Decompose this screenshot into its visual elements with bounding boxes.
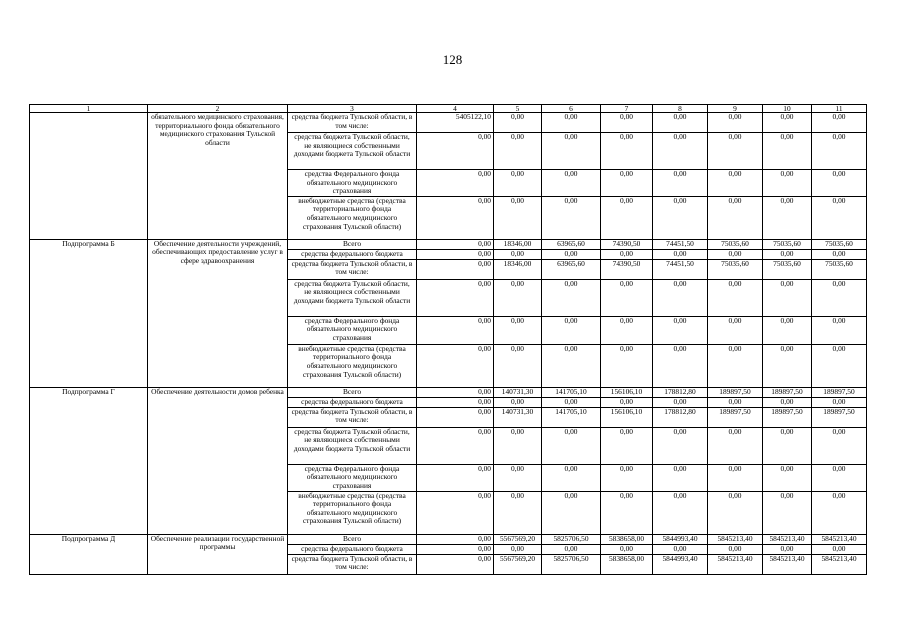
value-cell: 0,00: [763, 544, 812, 554]
value-cell: 0,00: [812, 279, 867, 316]
value-cell: 189897,50: [763, 407, 812, 427]
value-cell: 189897,50: [708, 407, 763, 427]
value-cell: 74390,50: [601, 239, 653, 249]
header-cell: 3: [288, 105, 417, 113]
value-cell: 0,00: [494, 316, 542, 344]
value-cell: 0,00: [542, 249, 601, 259]
value-cell: 156106,10: [601, 387, 653, 397]
value-cell: 0,00: [542, 279, 601, 316]
value-cell: 0,00: [542, 170, 601, 197]
value-cell: 0,00: [653, 397, 708, 407]
value-cell: 0,00: [417, 196, 494, 239]
value-cell: 0,00: [653, 170, 708, 197]
funding-source-label: средства бюджета Тульской области, в том числе:: [288, 407, 417, 427]
funding-source-label: средства бюджета Тульской области, не являющиеся собственными доходами бюджета Тульской области: [288, 279, 417, 316]
value-cell: 75035,60: [763, 239, 812, 249]
value-cell: 189897,50: [763, 387, 812, 397]
value-cell: 0,00: [417, 427, 494, 464]
value-cell: 0,00: [417, 544, 494, 554]
value-cell: 0,00: [708, 544, 763, 554]
value-cell: 0,00: [763, 464, 812, 491]
value-cell: 0,00: [812, 170, 867, 197]
value-cell: 0,00: [542, 427, 601, 464]
value-cell: 0,00: [417, 316, 494, 344]
value-cell: 5845213,40: [812, 534, 867, 544]
value-cell: 0,00: [763, 397, 812, 407]
table-row: [30, 239, 867, 249]
value-cell: 63965,60: [542, 259, 601, 279]
value-cell: 0,00: [542, 316, 601, 344]
value-cell: 5844993,40: [653, 534, 708, 544]
value-cell: 0,00: [812, 344, 867, 387]
value-cell: 0,00: [601, 316, 653, 344]
value-cell: 0,00: [417, 344, 494, 387]
value-cell: 5825706,50: [542, 554, 601, 574]
subprogram-description: Обеспечение реализации государственной программы: [148, 534, 288, 574]
funding-source-label: Всего: [288, 387, 417, 397]
value-cell: 0,00: [653, 491, 708, 534]
value-cell: 0,00: [812, 397, 867, 407]
value-cell: 0,00: [812, 316, 867, 344]
value-cell: 0,00: [763, 196, 812, 239]
value-cell: 74451,50: [653, 259, 708, 279]
value-cell: 0,00: [494, 491, 542, 534]
value-cell: 0,00: [653, 427, 708, 464]
value-cell: 0,00: [708, 170, 763, 197]
value-cell: 0,00: [494, 397, 542, 407]
value-cell: 5845213,40: [708, 554, 763, 574]
value-cell: 0,00: [812, 544, 867, 554]
table-row: [30, 113, 867, 133]
value-cell: 0,00: [653, 113, 708, 133]
value-cell: 0,00: [542, 344, 601, 387]
value-cell: 0,00: [494, 279, 542, 316]
value-cell: 141705,10: [542, 407, 601, 427]
value-cell: 5845213,40: [708, 534, 763, 544]
value-cell: 5405122,10: [417, 113, 494, 133]
subprogram-description: обязательного медицинского страхования, территориального фонда обязательного медицинского страхования Тульской области: [148, 113, 288, 240]
header-cell: 11: [812, 105, 867, 113]
funding-source-label: Всего: [288, 534, 417, 544]
value-cell: 5838658,00: [601, 554, 653, 574]
value-cell: 5844993,40: [653, 554, 708, 574]
value-cell: 0,00: [542, 397, 601, 407]
value-cell: 0,00: [812, 491, 867, 534]
funding-source-label: средства бюджета Тульской области, не являющиеся собственными доходами бюджета Тульской области: [288, 427, 417, 464]
funding-source-label: средства бюджета Тульской области, в том числе:: [288, 259, 417, 279]
value-cell: 75035,60: [763, 259, 812, 279]
value-cell: 0,00: [601, 491, 653, 534]
value-cell: 0,00: [601, 133, 653, 170]
header-cell: 4: [417, 105, 494, 113]
value-cell: 0,00: [542, 133, 601, 170]
value-cell: 5845213,40: [763, 534, 812, 544]
funding-source-label: средства Федерального фонда обязательного медицинского страхования: [288, 464, 417, 491]
value-cell: 0,00: [417, 387, 494, 397]
value-cell: 5567569,20: [494, 554, 542, 574]
value-cell: 0,00: [417, 239, 494, 249]
value-cell: 75035,60: [812, 259, 867, 279]
value-cell: 0,00: [542, 464, 601, 491]
value-cell: 0,00: [763, 133, 812, 170]
value-cell: 0,00: [653, 544, 708, 554]
value-cell: 0,00: [601, 427, 653, 464]
value-cell: 0,00: [417, 133, 494, 170]
value-cell: 189897,50: [812, 407, 867, 427]
value-cell: 0,00: [763, 170, 812, 197]
value-cell: 0,00: [494, 133, 542, 170]
value-cell: 5567569,20: [494, 534, 542, 544]
value-cell: 0,00: [763, 279, 812, 316]
funding-source-label: средства бюджета Тульской области, в том числе:: [288, 113, 417, 133]
value-cell: 0,00: [708, 491, 763, 534]
value-cell: 0,00: [494, 427, 542, 464]
value-cell: 5845213,40: [763, 554, 812, 574]
page-number: 128: [442, 52, 463, 67]
value-cell: 0,00: [601, 544, 653, 554]
value-cell: 0,00: [601, 464, 653, 491]
value-cell: 0,00: [494, 196, 542, 239]
value-cell: 178812,80: [653, 407, 708, 427]
funding-source-label: средства Федерального фонда обязательного медицинского страхования: [288, 316, 417, 344]
value-cell: 0,00: [417, 397, 494, 407]
funding-source-label: Всего: [288, 239, 417, 249]
subprogram-description: Обеспечение деятельности учреждений, обеспечивающих предоставление услуг в сфере здравоохранения: [148, 239, 288, 387]
value-cell: 0,00: [417, 491, 494, 534]
value-cell: 0,00: [708, 133, 763, 170]
value-cell: 0,00: [417, 279, 494, 316]
value-cell: 0,00: [763, 427, 812, 464]
header-cell: 10: [763, 105, 812, 113]
value-cell: 0,00: [812, 196, 867, 239]
value-cell: 0,00: [417, 407, 494, 427]
value-cell: 63965,60: [542, 239, 601, 249]
table-row: [30, 387, 867, 397]
value-cell: 0,00: [812, 113, 867, 133]
funding-source-label: средства федерального бюджета: [288, 397, 417, 407]
value-cell: 0,00: [763, 344, 812, 387]
header-cell: 8: [653, 105, 708, 113]
value-cell: 0,00: [601, 249, 653, 259]
funding-source-label: средства федерального бюджета: [288, 249, 417, 259]
value-cell: 0,00: [653, 316, 708, 344]
subprogram-name: Подпрограмма Б: [30, 239, 148, 387]
value-cell: 0,00: [708, 316, 763, 344]
value-cell: 0,00: [812, 133, 867, 170]
value-cell: 0,00: [494, 464, 542, 491]
value-cell: 0,00: [708, 113, 763, 133]
value-cell: 0,00: [763, 491, 812, 534]
value-cell: 189897,50: [812, 387, 867, 397]
funding-source-label: средства бюджета Тульской области, в том числе:: [288, 554, 417, 574]
value-cell: 0,00: [417, 259, 494, 279]
value-cell: 0,00: [653, 249, 708, 259]
value-cell: 74390,50: [601, 259, 653, 279]
value-cell: 0,00: [653, 133, 708, 170]
value-cell: 0,00: [542, 113, 601, 133]
value-cell: 0,00: [601, 397, 653, 407]
table-row: [30, 534, 867, 544]
value-cell: 0,00: [494, 113, 542, 133]
value-cell: 0,00: [708, 249, 763, 259]
value-cell: 75035,60: [708, 239, 763, 249]
funding-source-label: средства бюджета Тульской области, не являющиеся собственными доходами бюджета Тульской области: [288, 133, 417, 170]
value-cell: 178812,80: [653, 387, 708, 397]
subprogram-name: Подпрограмма Д: [30, 534, 148, 574]
value-cell: 0,00: [763, 113, 812, 133]
value-cell: 0,00: [601, 344, 653, 387]
value-cell: 0,00: [417, 534, 494, 544]
value-cell: 0,00: [708, 427, 763, 464]
value-cell: 0,00: [417, 554, 494, 574]
value-cell: 0,00: [601, 113, 653, 133]
value-cell: 5825706,50: [542, 534, 601, 544]
value-cell: 0,00: [417, 170, 494, 197]
value-cell: 0,00: [601, 196, 653, 239]
value-cell: 0,00: [417, 249, 494, 259]
value-cell: 0,00: [708, 344, 763, 387]
funding-source-label: средства федерального бюджета: [288, 544, 417, 554]
value-cell: 0,00: [763, 249, 812, 259]
subprogram-name: [30, 113, 148, 240]
value-cell: 0,00: [763, 316, 812, 344]
value-cell: 0,00: [812, 464, 867, 491]
value-cell: 140731,30: [494, 407, 542, 427]
value-cell: 75035,60: [708, 259, 763, 279]
value-cell: 0,00: [708, 397, 763, 407]
header-cell: 9: [708, 105, 763, 113]
value-cell: 0,00: [653, 279, 708, 316]
value-cell: 0,00: [653, 464, 708, 491]
value-cell: 0,00: [708, 279, 763, 316]
value-cell: 189897,50: [708, 387, 763, 397]
value-cell: 156106,10: [601, 407, 653, 427]
header-cell: 1: [30, 105, 148, 113]
header-cell: 7: [601, 105, 653, 113]
funding-source-label: внебюджетные средства (средства территориального фонда обязательного медицинского страхования Тульской области): [288, 196, 417, 239]
value-cell: 141705,10: [542, 387, 601, 397]
value-cell: 0,00: [708, 196, 763, 239]
value-cell: 0,00: [417, 464, 494, 491]
funding-source-label: внебюджетные средства (средства территориального фонда обязательного медицинского страхования Тульской области): [288, 344, 417, 387]
value-cell: 0,00: [601, 279, 653, 316]
value-cell: 0,00: [653, 196, 708, 239]
value-cell: 0,00: [542, 544, 601, 554]
value-cell: 0,00: [494, 344, 542, 387]
value-cell: 0,00: [812, 249, 867, 259]
budget-table: [29, 104, 867, 575]
funding-source-label: внебюджетные средства (средства территориального фонда обязательного медицинского страхования Тульской области): [288, 491, 417, 534]
funding-source-label: средства Федерального фонда обязательного медицинского страхования: [288, 170, 417, 197]
header-cell: 2: [148, 105, 288, 113]
header-cell: 6: [542, 105, 601, 113]
subprogram-name: Подпрограмма Г: [30, 387, 148, 534]
value-cell: 5838658,00: [601, 534, 653, 544]
value-cell: 0,00: [494, 170, 542, 197]
header-row: [30, 105, 867, 113]
value-cell: 0,00: [708, 464, 763, 491]
value-cell: 18346,00: [494, 259, 542, 279]
value-cell: 0,00: [812, 427, 867, 464]
value-cell: 0,00: [494, 544, 542, 554]
value-cell: 0,00: [601, 170, 653, 197]
value-cell: 140731,30: [494, 387, 542, 397]
value-cell: 75035,60: [812, 239, 867, 249]
value-cell: 18346,00: [494, 239, 542, 249]
value-cell: 0,00: [653, 344, 708, 387]
value-cell: 74451,50: [653, 239, 708, 249]
value-cell: 0,00: [542, 491, 601, 534]
header-cell: 5: [494, 105, 542, 113]
value-cell: 5845213,40: [812, 554, 867, 574]
value-cell: 0,00: [494, 249, 542, 259]
value-cell: 0,00: [542, 196, 601, 239]
subprogram-description: Обеспечение деятельности домов ребенка: [148, 387, 288, 534]
